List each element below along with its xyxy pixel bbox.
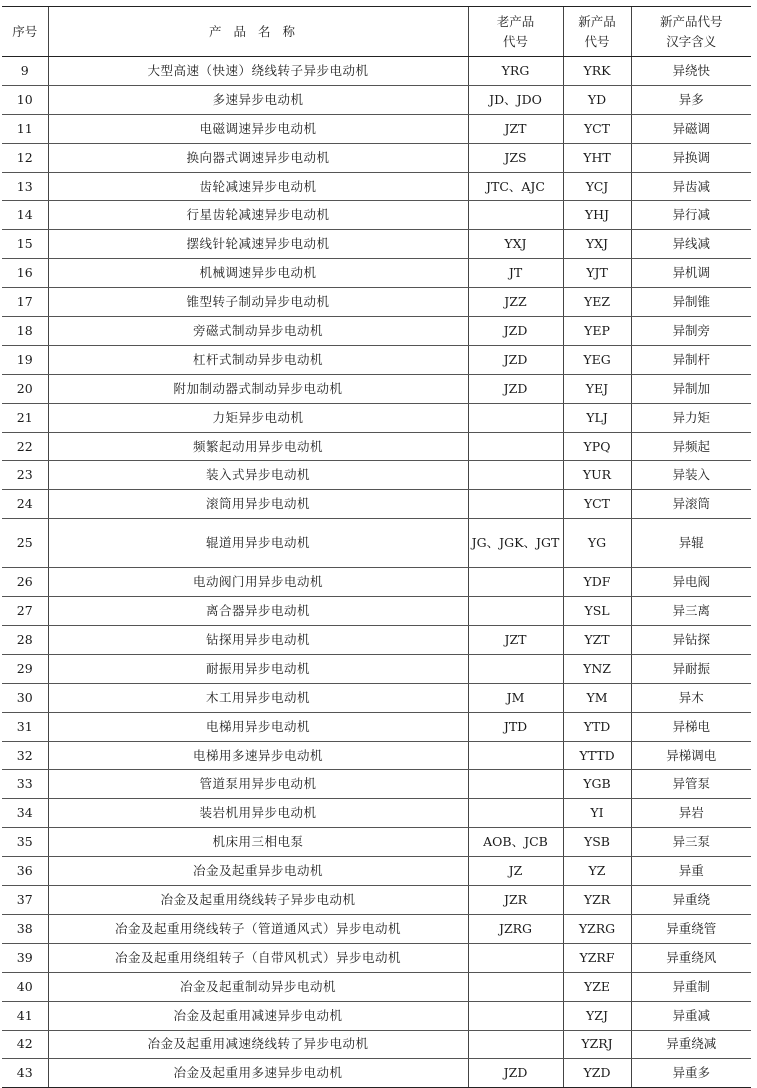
code-meaning: 异磁调 <box>631 114 751 143</box>
product-name: 锥型转子制动异步电动机 <box>48 288 468 317</box>
table-row <box>2 432 751 461</box>
code-meaning: 异行减 <box>631 201 751 230</box>
code-meaning: 异力矩 <box>631 403 751 432</box>
new-code: YG <box>563 519 631 568</box>
new-code: YZRF <box>563 943 631 972</box>
old-code: JZD <box>468 374 563 403</box>
product-name: 冶金及起重用减速异步电动机 <box>48 1001 468 1030</box>
row-number: 38 <box>2 914 48 943</box>
old-code: JZR <box>468 886 563 915</box>
old-code: JZRG <box>468 914 563 943</box>
row-number: 20 <box>2 374 48 403</box>
product-name: 大型高速（快速）绕线转子异步电动机 <box>48 57 468 86</box>
table-row <box>2 114 751 143</box>
row-number: 11 <box>2 114 48 143</box>
table-row <box>2 597 751 626</box>
row-number: 21 <box>2 403 48 432</box>
old-code: JZT <box>468 114 563 143</box>
old-code <box>468 403 563 432</box>
old-code: YXJ <box>468 230 563 259</box>
table-row <box>2 143 751 172</box>
product-name: 管道泵用异步电动机 <box>48 770 468 799</box>
table-row <box>2 259 751 288</box>
new-code: YTD <box>563 712 631 741</box>
code-meaning: 异滚筒 <box>631 490 751 519</box>
table-row <box>2 943 751 972</box>
code-meaning: 异重 <box>631 857 751 886</box>
code-meaning: 异重绕风 <box>631 943 751 972</box>
new-code: YZT <box>563 626 631 655</box>
code-meaning: 异机调 <box>631 259 751 288</box>
new-code: YD <box>563 85 631 114</box>
product-name: 装岩机用异步电动机 <box>48 799 468 828</box>
header-new-code-line1: 新产品 <box>578 13 616 29</box>
old-code: JZD <box>468 1059 563 1088</box>
new-code: YHT <box>563 143 631 172</box>
table-row <box>2 886 751 915</box>
row-number: 15 <box>2 230 48 259</box>
new-code: YSL <box>563 597 631 626</box>
row-number: 25 <box>2 519 48 568</box>
table-row <box>2 1001 751 1030</box>
table-row <box>2 1059 751 1088</box>
row-number: 18 <box>2 317 48 346</box>
new-code: YEZ <box>563 288 631 317</box>
row-number: 37 <box>2 886 48 915</box>
header-old-code-line1: 老产品 <box>496 13 535 29</box>
product-name: 电动阀门用异步电动机 <box>48 568 468 597</box>
code-meaning: 异齿减 <box>631 172 751 201</box>
row-number: 23 <box>2 461 48 490</box>
row-number: 36 <box>2 857 48 886</box>
code-meaning: 异三离 <box>631 597 751 626</box>
table-row <box>2 683 751 712</box>
old-code: JZT <box>468 626 563 655</box>
row-number: 43 <box>2 1059 48 1088</box>
header-meaning-line1: 新产品代号 <box>659 13 723 29</box>
product-name: 多速异步电动机 <box>48 85 468 114</box>
old-code <box>468 770 563 799</box>
new-code: YZR <box>563 886 631 915</box>
old-code <box>468 943 563 972</box>
old-code: JG、JGK、JGT <box>468 519 563 568</box>
old-code: JT <box>468 259 563 288</box>
code-meaning: 异管泵 <box>631 770 751 799</box>
table-row <box>2 85 751 114</box>
product-name: 冶金及起重用减速绕线转了异步电动机 <box>48 1030 468 1059</box>
new-code: YJT <box>563 259 631 288</box>
code-meaning: 异装入 <box>631 461 751 490</box>
product-name: 钻探用异步电动机 <box>48 626 468 655</box>
code-meaning: 异三泵 <box>631 828 751 857</box>
new-code: YTTD <box>563 741 631 770</box>
table-row <box>2 519 751 568</box>
table-row <box>2 654 751 683</box>
old-code <box>468 972 563 1001</box>
old-code <box>468 799 563 828</box>
product-name: 附加制动器式制动异步电动机 <box>48 374 468 403</box>
row-number: 31 <box>2 712 48 741</box>
header-row <box>2 7 751 57</box>
old-code: AOB、JCB <box>468 828 563 857</box>
old-code: JTC、AJC <box>468 172 563 201</box>
row-number: 16 <box>2 259 48 288</box>
product-name: 离合器异步电动机 <box>48 597 468 626</box>
code-meaning: 异辊 <box>631 519 751 568</box>
header-no: 序号 <box>2 7 48 57</box>
product-name: 电磁调速异步电动机 <box>48 114 468 143</box>
table-row <box>2 914 751 943</box>
new-code: YCT <box>563 490 631 519</box>
product-name: 装入式异步电动机 <box>48 461 468 490</box>
table-row <box>2 857 751 886</box>
table-row <box>2 317 751 346</box>
code-meaning: 异制杆 <box>631 345 751 374</box>
product-name: 杠杆式制动异步电动机 <box>48 345 468 374</box>
new-code: YEG <box>563 345 631 374</box>
code-meaning: 异钻探 <box>631 626 751 655</box>
header-old-code-line2: 代号 <box>502 33 528 49</box>
old-code <box>468 1001 563 1030</box>
old-code <box>468 201 563 230</box>
product-name: 辊道用异步电动机 <box>48 519 468 568</box>
new-code: YXJ <box>563 230 631 259</box>
old-code: JD、JDO <box>468 85 563 114</box>
old-code: JZZ <box>468 288 563 317</box>
code-meaning: 异换调 <box>631 143 751 172</box>
header-new-code <box>563 7 631 57</box>
product-name: 电梯用异步电动机 <box>48 712 468 741</box>
product-name: 机床用三相电泵 <box>48 828 468 857</box>
code-meaning: 异岩 <box>631 799 751 828</box>
table-row <box>2 828 751 857</box>
row-number: 17 <box>2 288 48 317</box>
table-row <box>2 374 751 403</box>
table-row <box>2 741 751 770</box>
table-row <box>2 172 751 201</box>
table-header <box>2 7 751 57</box>
new-code: YZJ <box>563 1001 631 1030</box>
new-code: YRK <box>563 57 631 86</box>
new-code: YZD <box>563 1059 631 1088</box>
table-row <box>2 770 751 799</box>
old-code: JZS <box>468 143 563 172</box>
product-name: 旁磁式制动异步电动机 <box>48 317 468 346</box>
header-meaning <box>631 7 751 57</box>
new-code: YGB <box>563 770 631 799</box>
old-code <box>468 1030 563 1059</box>
row-number: 12 <box>2 143 48 172</box>
new-code: YSB <box>563 828 631 857</box>
old-code: JZD <box>468 345 563 374</box>
new-code: YUR <box>563 461 631 490</box>
old-code <box>468 490 563 519</box>
code-meaning: 异梯电 <box>631 712 751 741</box>
product-name: 耐振用异步电动机 <box>48 654 468 683</box>
table-row <box>2 403 751 432</box>
row-number: 39 <box>2 943 48 972</box>
code-meaning: 异耐振 <box>631 654 751 683</box>
table-row <box>2 568 751 597</box>
table-row <box>2 626 751 655</box>
header-name: 产品名称 <box>48 7 468 57</box>
row-number: 29 <box>2 654 48 683</box>
row-number: 35 <box>2 828 48 857</box>
code-meaning: 异重绕管 <box>631 914 751 943</box>
new-code: YEJ <box>563 374 631 403</box>
new-code: YM <box>563 683 631 712</box>
code-meaning: 异制锥 <box>631 288 751 317</box>
table-row <box>2 288 751 317</box>
row-number: 10 <box>2 85 48 114</box>
old-code <box>468 461 563 490</box>
new-code: YDF <box>563 568 631 597</box>
header-meaning-line2: 汉字含义 <box>666 33 717 49</box>
code-meaning: 异重减 <box>631 1001 751 1030</box>
table-row <box>2 799 751 828</box>
row-number: 14 <box>2 201 48 230</box>
row-number: 30 <box>2 683 48 712</box>
product-name: 齿轮减速异步电动机 <box>48 172 468 201</box>
new-code: YZE <box>563 972 631 1001</box>
new-code: YZ <box>563 857 631 886</box>
old-code <box>468 432 563 461</box>
new-code: YZRG <box>563 914 631 943</box>
row-number: 40 <box>2 972 48 1001</box>
table-row <box>2 712 751 741</box>
row-number: 32 <box>2 741 48 770</box>
code-meaning: 异梯调电 <box>631 741 751 770</box>
product-name: 木工用异步电动机 <box>48 683 468 712</box>
new-code: YPQ <box>563 432 631 461</box>
product-name: 换向器式调速异步电动机 <box>48 143 468 172</box>
new-code: YEP <box>563 317 631 346</box>
row-number: 33 <box>2 770 48 799</box>
code-meaning: 异频起 <box>631 432 751 461</box>
old-code <box>468 654 563 683</box>
new-code: YHJ <box>563 201 631 230</box>
table-row <box>2 345 751 374</box>
new-code: YNZ <box>563 654 631 683</box>
code-meaning: 异重绕减 <box>631 1030 751 1059</box>
new-code: YZRJ <box>563 1030 631 1059</box>
product-name: 冶金及起重用多速异步电动机 <box>48 1059 468 1088</box>
table-row <box>2 230 751 259</box>
old-code: JM <box>468 683 563 712</box>
row-number: 42 <box>2 1030 48 1059</box>
new-code: YCJ <box>563 172 631 201</box>
old-code: JZ <box>468 857 563 886</box>
old-code: JZD <box>468 317 563 346</box>
code-meaning: 异多 <box>631 85 751 114</box>
new-code: YCT <box>563 114 631 143</box>
code-meaning: 异重制 <box>631 972 751 1001</box>
row-number: 9 <box>2 57 48 86</box>
code-meaning: 异制加 <box>631 374 751 403</box>
code-meaning: 异木 <box>631 683 751 712</box>
table-row <box>2 57 751 86</box>
row-number: 13 <box>2 172 48 201</box>
table-row <box>2 972 751 1001</box>
code-meaning: 异制旁 <box>631 317 751 346</box>
row-number: 24 <box>2 490 48 519</box>
row-number: 19 <box>2 345 48 374</box>
code-meaning: 异线减 <box>631 230 751 259</box>
table-row <box>2 461 751 490</box>
table-body <box>2 57 751 1088</box>
product-name: 电梯用多速异步电动机 <box>48 741 468 770</box>
code-meaning: 异重多 <box>631 1059 751 1088</box>
old-code <box>468 741 563 770</box>
row-number: 41 <box>2 1001 48 1030</box>
row-number: 34 <box>2 799 48 828</box>
table-row <box>2 201 751 230</box>
row-number: 28 <box>2 626 48 655</box>
product-name: 冶金及起重用绕线转子（管道通风式）异步电动机 <box>48 914 468 943</box>
old-code: YRG <box>468 57 563 86</box>
product-name: 机械调速异步电动机 <box>48 259 468 288</box>
motor-code-table <box>2 6 751 1088</box>
product-name: 冶金及起重异步电动机 <box>48 857 468 886</box>
header-new-code-line2: 代号 <box>584 33 610 49</box>
code-meaning: 异重绕 <box>631 886 751 915</box>
product-name: 冶金及起重制动异步电动机 <box>48 972 468 1001</box>
product-name: 摆线针轮减速异步电动机 <box>48 230 468 259</box>
code-meaning: 异电阀 <box>631 568 751 597</box>
product-name: 力矩异步电动机 <box>48 403 468 432</box>
new-code: YI <box>563 799 631 828</box>
header-old-code <box>468 7 563 57</box>
product-name: 行星齿轮减速异步电动机 <box>48 201 468 230</box>
old-code <box>468 568 563 597</box>
old-code: JTD <box>468 712 563 741</box>
row-number: 26 <box>2 568 48 597</box>
row-number: 22 <box>2 432 48 461</box>
code-meaning: 异绕快 <box>631 57 751 86</box>
table-row <box>2 490 751 519</box>
row-number: 27 <box>2 597 48 626</box>
product-name: 冶金及起重用绕线转子异步电动机 <box>48 886 468 915</box>
new-code: YLJ <box>563 403 631 432</box>
product-name: 频繁起动用异步电动机 <box>48 432 468 461</box>
product-name: 滚筒用异步电动机 <box>48 490 468 519</box>
table-row <box>2 1030 751 1059</box>
product-name: 冶金及起重用绕组转子（自带风机式）异步电动机 <box>48 943 468 972</box>
old-code <box>468 597 563 626</box>
